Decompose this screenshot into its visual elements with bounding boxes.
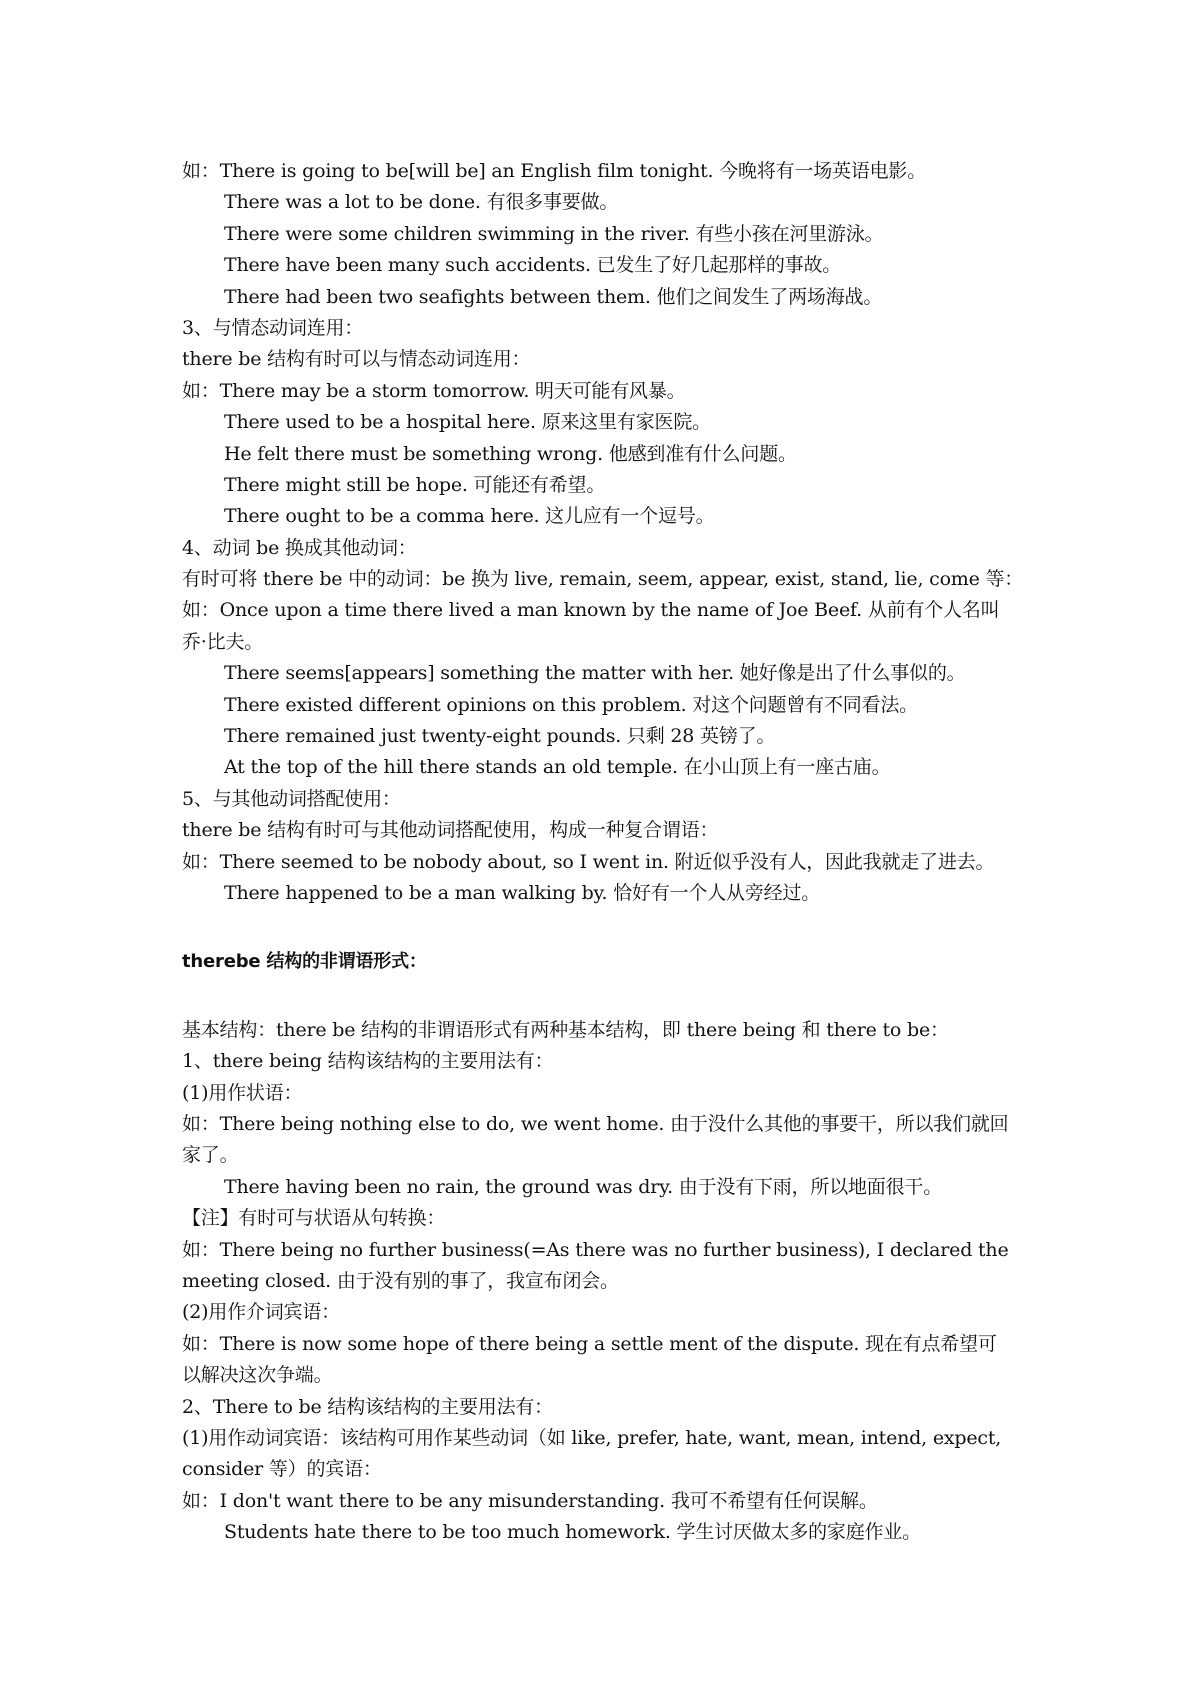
example-line: There remained just twenty-eight pounds. 只剩 28 英镑了。 [224, 725, 776, 748]
section-desc: there be 结构有时可与其他动词搭配使用，构成一种复合谓语： [182, 819, 719, 842]
example-line: There seems[appears] something the matter with her. 她好像是出了什么事似的。 [224, 662, 966, 685]
section-title: 4、动词 be 换成其他动词： [182, 536, 417, 559]
example-line: There existed different opinions on this problem. 对这个问题曾有不同看法。 [224, 693, 918, 716]
section-desc: there be 结构有时可以与情态动词连用： [182, 348, 531, 371]
section-desc: 有时可将 there be 中的动词：be 换为 live, remain, seem, appear, exist, stand, lie, come 等： [182, 568, 1024, 591]
paragraph: 基本结构：there be 结构的非谓语形式有两种基本结构，即 there being 和 there to be： [182, 1018, 949, 1041]
example-line: There happened to be a man walking by. 恰好有一个人从旁经过。 [224, 882, 821, 905]
example-line: There used to be a hospital here. 原来这里有家医院。 [224, 411, 711, 434]
example-line: He felt there must be something wrong. 他感到准有什么问题。 [224, 442, 797, 465]
subsection-title: (2)用作介词宾语： [182, 1301, 340, 1324]
spacer [182, 909, 1012, 946]
section-heading: therebe 结构的非谓语形式： [182, 951, 427, 973]
example-line: 如：There is going to be[will be] an English film tonight. 今晚将有一场英语电影。 [182, 160, 927, 182]
note-line: 【注】有时可与状语从句转换： [182, 1207, 446, 1230]
section-title: 2、There to be 结构该结构的主要用法有： [182, 1395, 553, 1418]
section-title: 5、与其他动词搭配使用： [182, 787, 401, 810]
example-line: There have been many such accidents. 已发生了好几起那样的事故。 [224, 254, 842, 277]
spacer [182, 978, 1012, 1015]
example-line: There had been two seafights between them. 他们之间发生了两场海战。 [224, 285, 883, 308]
section-title: 3、与情态动词连用： [182, 316, 364, 339]
example-line: 如：I don't want there to be any misunderstanding. 我可不希望有任何误解。 [182, 1489, 878, 1512]
example-line: There were some children swimming in the river. 有些小孩在河里游泳。 [224, 222, 884, 245]
example-line: At the top of the hill there stands an old temple. 在小山顶上有一座古庙。 [224, 756, 891, 779]
document-page [182, 156, 1024, 1549]
example-line: 如：There seemed to be nobody about, so I went in. 附近似乎没有人，因此我就走了进去。 [182, 850, 995, 873]
example-line: 如：There is now some hope of there being a settle ment of the dispute. 现在有点希望可以解决这次争端。 [182, 1332, 997, 1387]
subsection-title: (1)用作状语： [182, 1081, 303, 1104]
example-line: 如：There may be a storm tomorrow. 明天可能有风暴。 [182, 379, 686, 402]
section-title: 1、there being 结构该结构的主要用法有： [182, 1050, 554, 1073]
example-line: 如：Once upon a time there lived a man known by the name of Joe Beef. 从前有个人名叫乔·比夫。 [182, 599, 1000, 653]
example-line: 如：There being no further business(=As there was no further business), I declared the meeting closed. 由于没有别的事了，我宣布闭会。 [182, 1238, 1009, 1292]
example-line: There ought to be a comma here. 这儿应有一个逗号。 [224, 505, 715, 528]
example-line: Students hate there to be too much homework. 学生讨厌做太多的家庭作业。 [224, 1521, 921, 1544]
example-line: There was a lot to be done. 有很多事要做。 [224, 191, 619, 214]
example-line: There might still be hope. 可能还有希望。 [224, 473, 606, 496]
example-line: There having been no rain, the ground was dry. 由于没有下雨，所以地面很干。 [224, 1175, 943, 1198]
example-line: 如：There being nothing else to do, we went home. 由于没什么其他的事要干，所以我们就回家了。 [182, 1112, 1009, 1167]
subsection-title: (1)用作动词宾语：该结构可用作某些动词（如 like, prefer, hate, want, mean, intend, expect, consider 等）的宾语： [182, 1426, 1002, 1481]
